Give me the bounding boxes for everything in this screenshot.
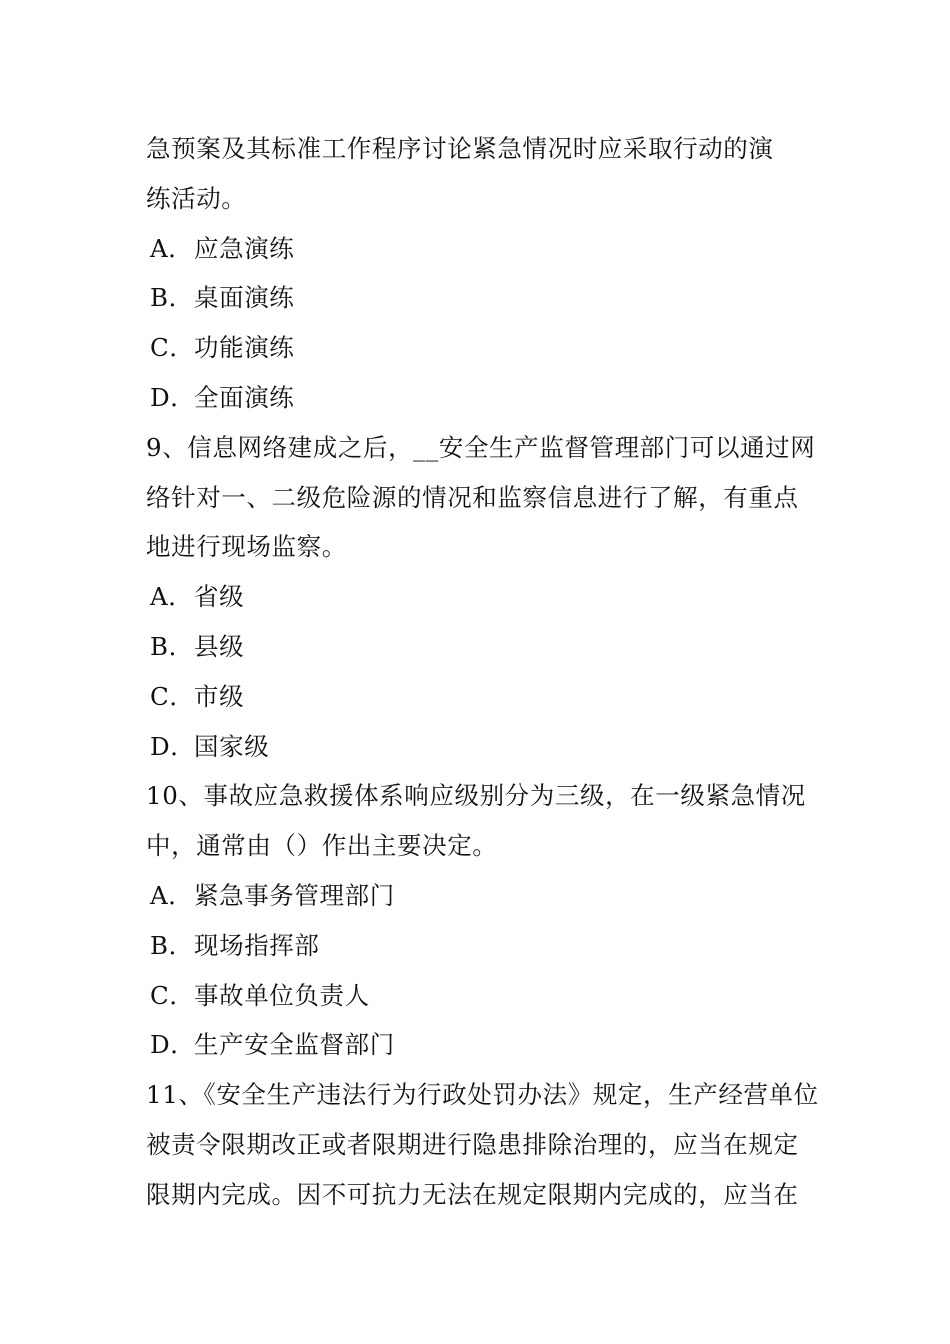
option-letter: A．: [150, 233, 194, 263]
option-letter: A．: [150, 582, 194, 612]
option-letter: D．: [150, 382, 196, 412]
option-letter: C．: [150, 681, 195, 711]
option-letter: D．: [150, 731, 196, 761]
text-line: 被责令限期改正或者限期进行隐患排除治理的，应当在规定: [146, 1129, 799, 1159]
option-text: 桌面演练: [194, 283, 295, 313]
option-line: [146, 323, 810, 373]
option-text: 功能演练: [194, 333, 295, 363]
option-text: 县级: [194, 631, 245, 661]
text-line: 急预案及其标准工作程序讨论紧急情况时应采取行动的演: [146, 134, 774, 163]
document-page: [146, 124, 819, 1220]
option-letter: B．: [150, 930, 194, 960]
option-line: [146, 672, 810, 722]
option-text: 省级: [194, 582, 245, 612]
option-letter: D．: [150, 1030, 196, 1060]
text-line: 中，通常由（）作出主要决定。: [146, 831, 498, 861]
text-line: 地进行现场监察。: [146, 532, 347, 562]
option-text: 全面演练: [194, 382, 295, 412]
question-line: 11、《安全生产违法行为行政处罚办法》规定，生产经营单位: [146, 1080, 819, 1110]
option-line: [146, 1020, 810, 1070]
option-text: 市级: [194, 681, 245, 711]
text-line: 练活动。: [146, 183, 247, 213]
text-line: 限期内完成。因不可抗力无法在规定限期内完成的，应当在: [146, 1179, 799, 1209]
option-text: 现场指挥部: [194, 930, 320, 960]
option-letter: B．: [150, 631, 194, 661]
question-line: 10、事故应急救援体系响应级别分为三级，在一级紧急情况: [146, 781, 806, 811]
option-line: [146, 921, 810, 971]
option-line: [146, 722, 810, 772]
text-line: 络针对一、二级危险源的情况和监察信息进行了解，有重点: [146, 482, 799, 512]
option-letter: B．: [150, 283, 194, 313]
option-line: [146, 572, 810, 622]
option-line: [146, 224, 810, 274]
option-text: 事故单位负责人: [194, 980, 370, 1010]
option-line: [146, 622, 810, 672]
question-line: 9、信息网络建成之后，__安全生产监督管理部门可以通过网: [146, 432, 816, 462]
option-text: 应急演练: [194, 233, 295, 263]
option-line: [146, 971, 810, 1021]
option-text: 紧急事务管理部门: [194, 880, 395, 910]
option-letter: C．: [150, 980, 195, 1010]
option-line: [146, 273, 810, 323]
option-letter: A．: [150, 880, 194, 910]
option-text: 国家级: [194, 731, 270, 761]
option-line: [146, 373, 810, 423]
option-text: 生产安全监督部门: [194, 1030, 395, 1060]
option-line: [146, 871, 810, 921]
option-letter: C．: [150, 333, 195, 363]
